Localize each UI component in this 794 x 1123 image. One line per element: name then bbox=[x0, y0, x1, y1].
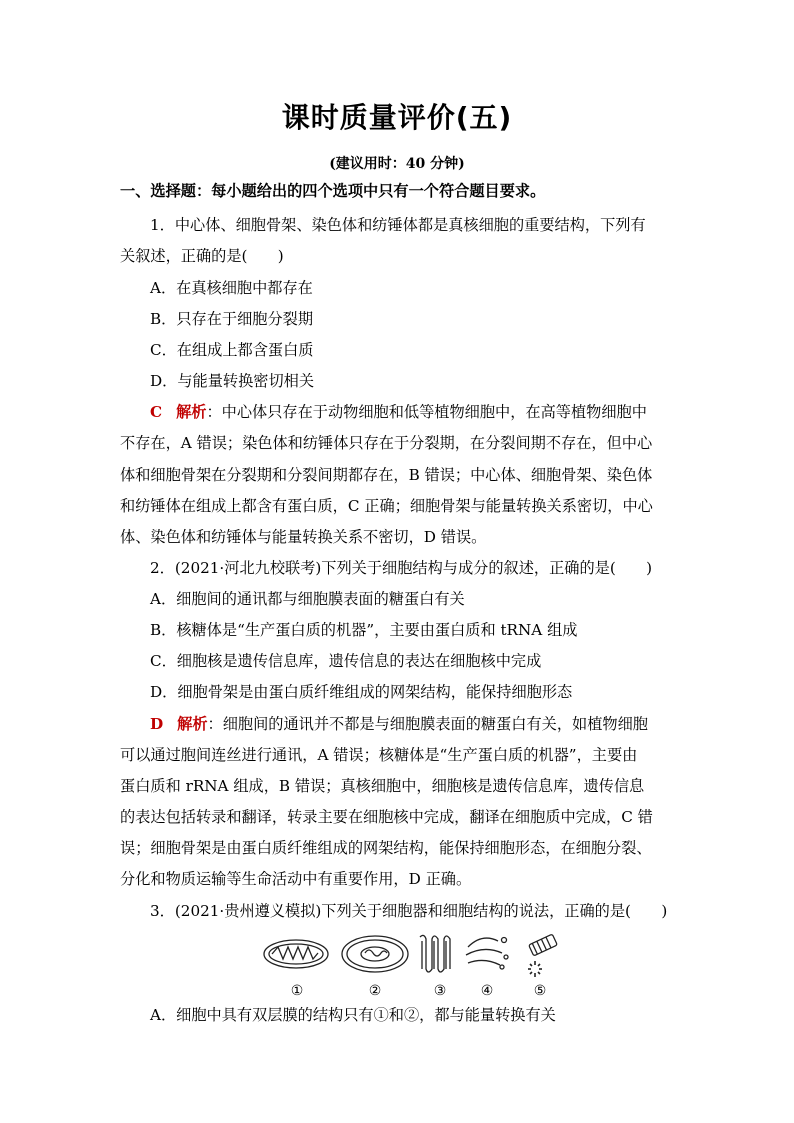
q2-option-d: D．细胞骨架是由蛋白质纤维组成的网架结构，能保持细胞形态 bbox=[150, 683, 573, 701]
q1-explanation-line3: 体和细胞骨架在分裂期和分裂间期都存在，B 错误；中心体、细胞骨架、染色体 bbox=[120, 466, 653, 484]
q2-answer: D bbox=[150, 715, 164, 733]
q2-option-b: B．核糖体是“生产蛋白质的机器”，主要由蛋白质和 tRNA 组成 bbox=[150, 621, 578, 639]
q1-answer: C bbox=[150, 403, 163, 421]
q2-explanation-line6: 分化和物质运输等生命活动中有重要作用，D 正确。 bbox=[120, 870, 472, 888]
q3-stem: 3．(2021·贵州遵义模拟)下列关于细胞器和细胞结构的说法，正确的是( ) bbox=[150, 902, 668, 920]
figure-label-3: ③ bbox=[433, 983, 447, 999]
q2-explanation-line4: 的表达包括转录和翻译，转录主要在细胞核中完成，翻译在细胞质中完成，C 错 bbox=[120, 808, 653, 826]
q1-stem-line1: 1．中心体、细胞骨架、染色体和纺锤体都是真核细胞的重要结构，下列有 bbox=[150, 216, 646, 234]
q1-explanation-line1: C 解析：中心体只存在于动物细胞和低等植物细胞中，在高等植物细胞中 bbox=[150, 403, 647, 421]
q1-stem-line2: 关叙述，正确的是( ) bbox=[120, 247, 284, 265]
q1-explanation-line2: 不存在，A 错误；染色体和纺锤体只存在于分裂期，在分裂间期不存在，但中心 bbox=[120, 434, 653, 452]
q1-option-b: B．只存在于细胞分裂期 bbox=[150, 310, 314, 328]
q1-option-a: A．在真核细胞中都存在 bbox=[150, 279, 313, 297]
q2-explanation-tag: 解析 bbox=[177, 715, 208, 733]
q2-stem: 2．(2021·河北九校联考)下列关于细胞结构与成分的叙述，正确的是( ) bbox=[150, 559, 653, 577]
q1-explanation-tag: 解析 bbox=[176, 403, 207, 421]
double-membrane-organelle-drawing bbox=[342, 936, 408, 972]
q1-explanation-line5: 体、染色体和纺锤体与能量转换关系不密切，D 错误。 bbox=[120, 528, 487, 546]
mitochondrion-drawing bbox=[264, 940, 328, 968]
q2-explanation-line2: 可以通过胞间连丝进行通讯，A 错误；核糖体是“生产蛋白质的机器”，主要由 bbox=[120, 746, 638, 764]
q3-option-a: A．细胞中具有双层膜的结构只有①和②，都与能量转换有关 bbox=[150, 1006, 556, 1024]
page-title: 课时质量评价(五) bbox=[281, 101, 513, 134]
q1-option-c: C．在组成上都含蛋白质 bbox=[150, 341, 314, 359]
q2-option-a: A．细胞间的通讯都与细胞膜表面的糖蛋白有关 bbox=[150, 590, 465, 608]
centrosome-drawing bbox=[528, 934, 557, 977]
endoplasmic-reticulum-drawing bbox=[420, 935, 450, 972]
figure-label-2: ② bbox=[368, 983, 382, 999]
q2-explanation-line1: D 解析：细胞间的通讯并不都是与细胞膜表面的糖蛋白有关，如植物细胞 bbox=[150, 715, 648, 733]
page-subtitle: (建议用时：40 分钟) bbox=[329, 156, 465, 172]
q2-explanation-line3: 蛋白质和 rRNA 组成，B 错误；真核细胞中，细胞核是遗传信息库，遗传信息 bbox=[120, 777, 645, 795]
q2-explanation-line5: 误；细胞骨架是由蛋白质纤维组成的网架结构，能保持细胞形态，在细胞分裂、 bbox=[120, 839, 652, 857]
figure-label-4: ④ bbox=[480, 983, 494, 999]
golgi-apparatus-drawing bbox=[466, 938, 508, 970]
q1-option-d: D．与能量转换密切相关 bbox=[150, 372, 315, 390]
section-heading: 一、选择题：每小题给出的四个选项中只有一个符合题目要求。 bbox=[120, 182, 546, 200]
q1-explanation-line4: 和纺锤体在组成上都含有蛋白质，C 正确；细胞骨架与能量转换关系密切，中心 bbox=[120, 497, 653, 515]
figure-label-1: ① bbox=[290, 983, 304, 999]
q2-option-c: C．细胞核是遗传信息库，遗传信息的表达在细胞核中完成 bbox=[150, 652, 542, 670]
figure-label-5: ⑤ bbox=[533, 983, 547, 999]
